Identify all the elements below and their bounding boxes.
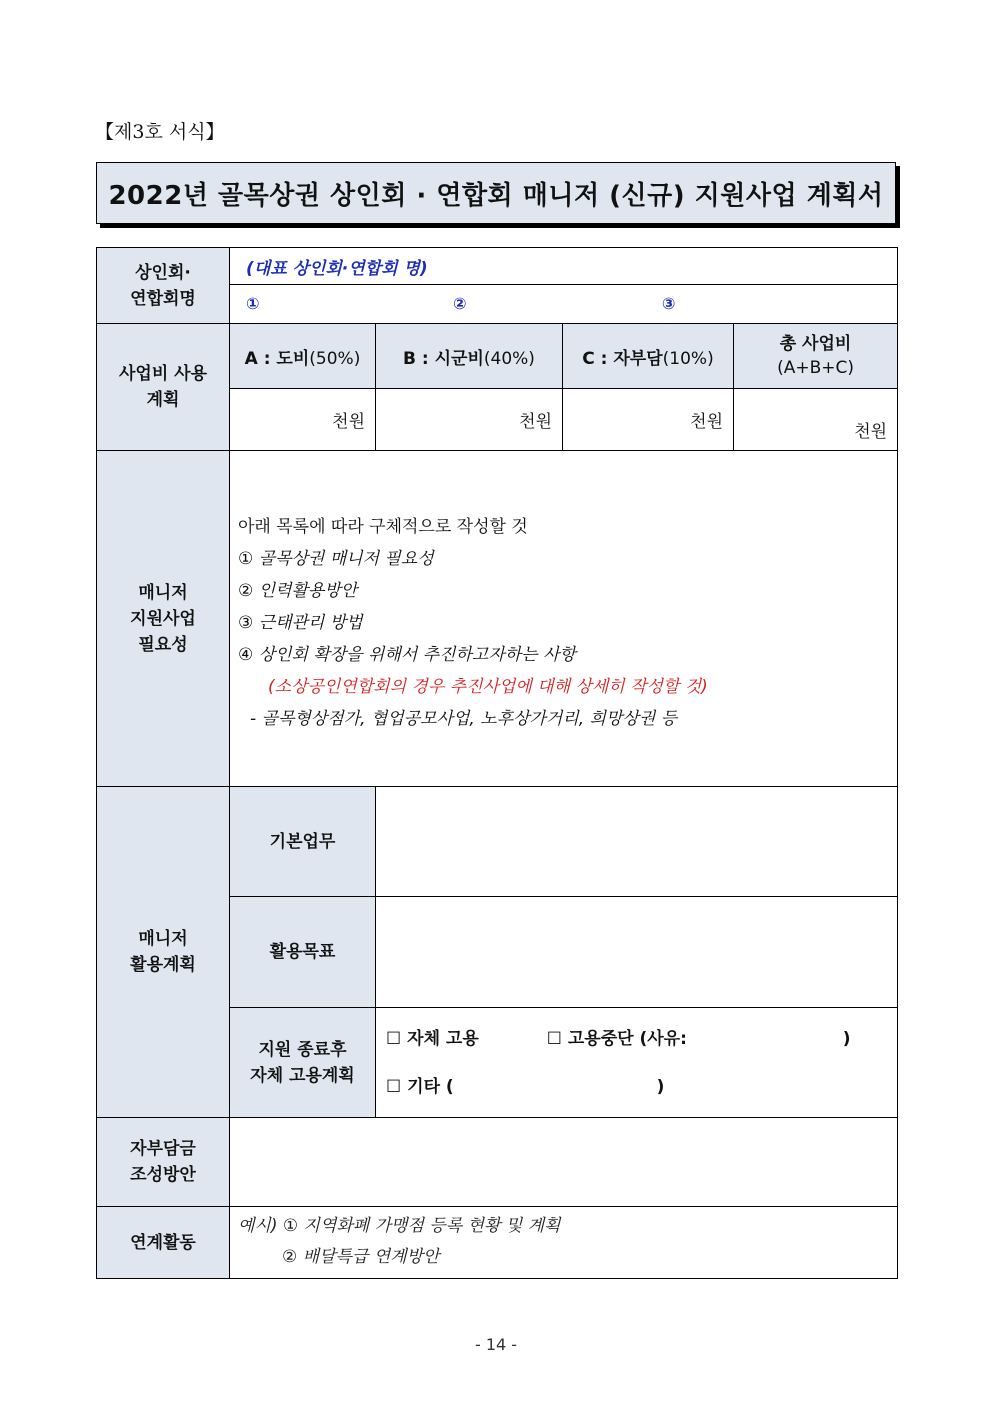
budget-total-value[interactable]: 천원	[734, 389, 898, 451]
necessity-item-2: ② 인력활용방안	[238, 581, 358, 601]
target-field[interactable]	[376, 897, 898, 1008]
necessity-note: (소상공인연합회의 경우 추진사업에 대해 상세히 작성할 것)	[268, 677, 708, 697]
budget-header: 사업비 사용 계획	[97, 324, 230, 451]
necessity-item-1: ① 골목상권 매니저 필요성	[238, 549, 434, 569]
employment-plan-label: 지원 종료후 자체 고용계획	[230, 1008, 376, 1118]
budget-col-self: C : 자부담(10%)	[563, 324, 734, 389]
budget-col-total: 총 사업비 (A+B+C)	[734, 324, 898, 389]
linked-activity-content[interactable]	[230, 1207, 898, 1279]
association-header: 상인회· 연합회명	[97, 248, 230, 324]
basic-duty-field[interactable]	[376, 787, 898, 897]
necessity-header: 매니저 지원사업 필요성	[97, 451, 230, 787]
option-self-employment[interactable]: ☐ 자체 고용	[386, 1028, 479, 1049]
linked-activity-header: 연계활동	[97, 1207, 230, 1279]
budget-col-province: A : 도비(50%)	[230, 324, 376, 389]
manager-plan-header: 매니저 활용계획	[97, 787, 230, 1118]
target-label: 활용목표	[230, 897, 376, 1008]
option-other[interactable]: ☐ 기타 (	[386, 1076, 454, 1097]
necessity-example: - 골목형상점가, 협업공모사업, 노후상가거리, 희망상권 등	[250, 709, 678, 729]
budget-city-value[interactable]: 천원	[376, 389, 563, 451]
budget-self-value[interactable]: 천원	[563, 389, 734, 451]
self-fund-header: 자부담금 조성방안	[97, 1118, 230, 1207]
association-members-field[interactable]	[230, 285, 898, 324]
document-title-box	[96, 162, 896, 224]
budget-province-value[interactable]: 천원	[230, 389, 376, 451]
member-mark-3: ③	[661, 294, 676, 313]
page-number: - 14 -	[474, 1335, 518, 1354]
necessity-item-4: ④ 상인회 확장을 위해서 추진하고자하는 사항	[238, 645, 576, 665]
form-number: 【제3호 서식】	[95, 121, 225, 143]
necessity-content[interactable]	[230, 451, 898, 787]
option-stop-employment[interactable]: ☐ 고용중단 (사유:	[546, 1028, 687, 1049]
necessity-intro: 아래 목록에 따라 구체적으로 작성할 것	[238, 517, 528, 537]
member-mark-1: ①	[246, 294, 260, 313]
linked-example-2: ② 배달특급 연계방안	[282, 1247, 440, 1267]
document-title: 2022년 골목상권 상인회 · 연합회 매니저 (신규) 지원사업 계획서	[108, 180, 884, 211]
basic-duty-label: 기본업무	[230, 787, 376, 897]
option-other-close: )	[656, 1076, 665, 1097]
plan-form-table	[96, 247, 898, 1279]
association-name-field[interactable]: (대표 상인회·연합회 명)	[230, 248, 898, 285]
member-mark-2: ②	[452, 294, 467, 313]
linked-example-1: 예시) ① 지역화폐 가맹점 등록 현황 및 계획	[238, 1216, 561, 1236]
option-stop-close: )	[842, 1028, 851, 1049]
necessity-item-3: ③ 근태관리 방법	[238, 613, 363, 633]
self-fund-field[interactable]	[230, 1118, 898, 1207]
employment-options	[376, 1008, 898, 1118]
budget-col-city: B : 시군비(40%)	[376, 324, 563, 389]
